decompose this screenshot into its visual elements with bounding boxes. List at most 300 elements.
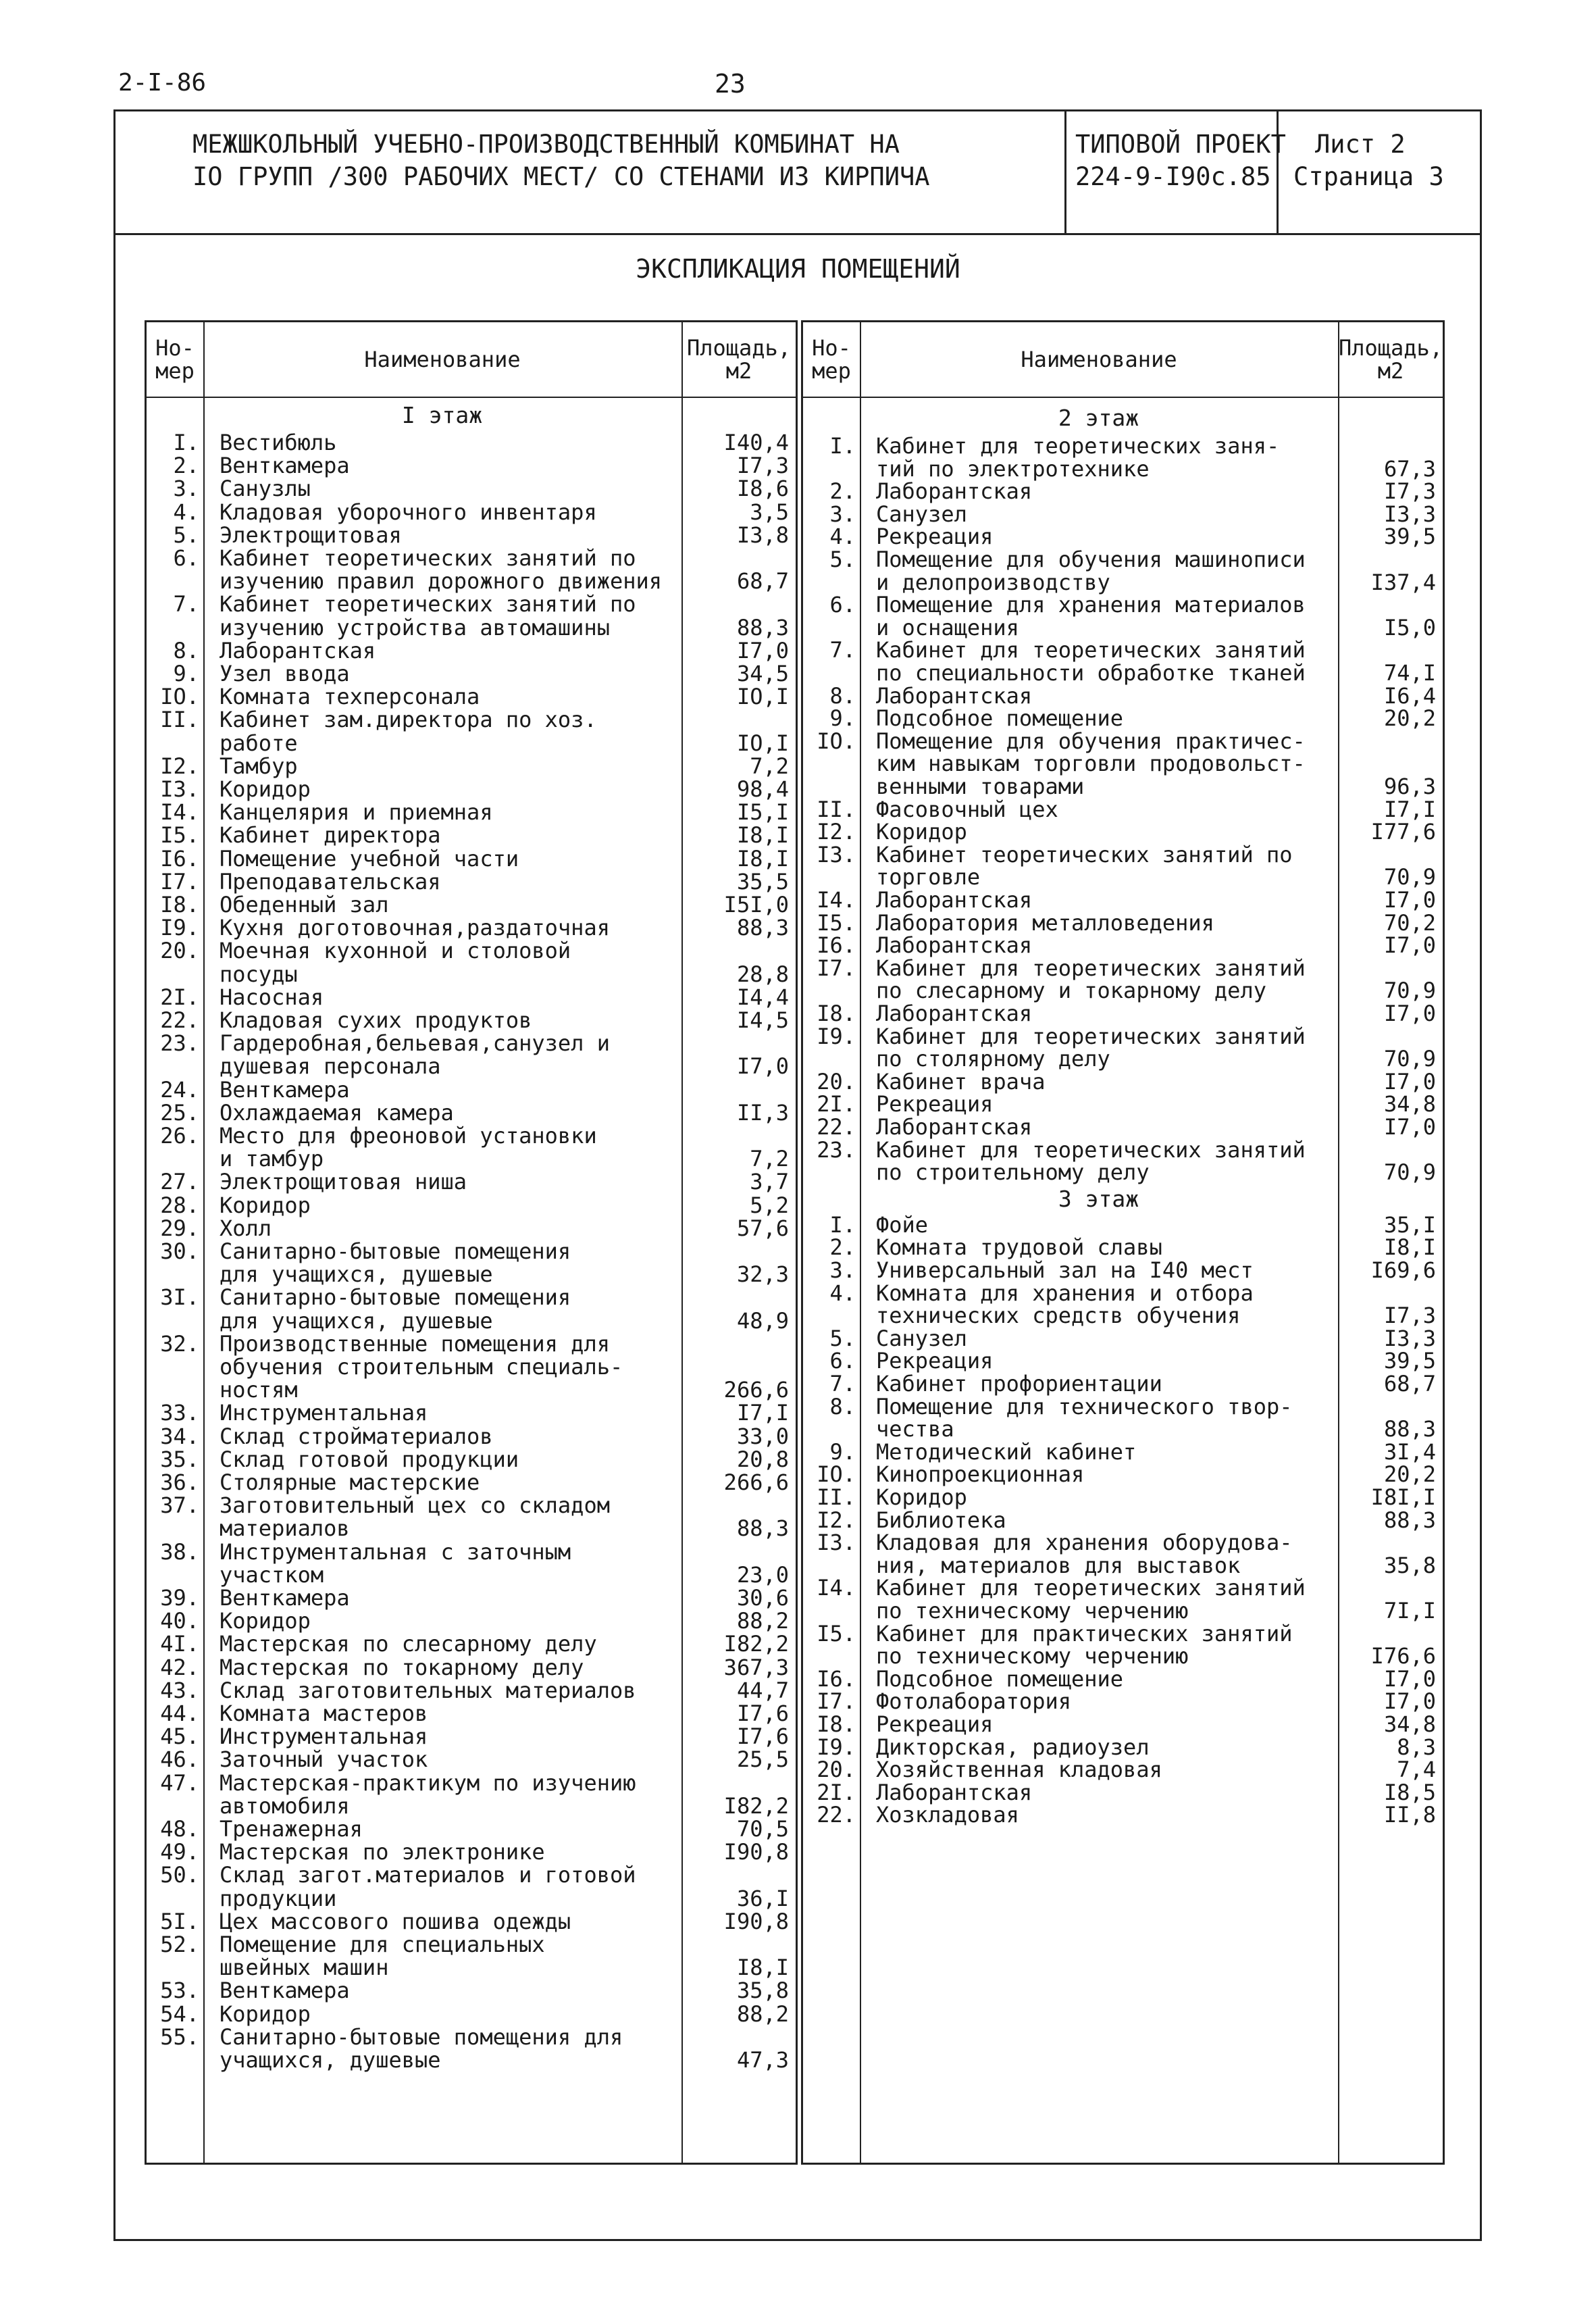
room-area: 47,3 bbox=[736, 2047, 789, 2073]
room-number: 3I. bbox=[160, 1284, 199, 1311]
room-number: 34. bbox=[160, 1423, 199, 1449]
table-row bbox=[803, 502, 1443, 526]
table-row bbox=[803, 434, 1443, 458]
room-name: Рекреация bbox=[876, 524, 994, 550]
table-row bbox=[147, 1771, 796, 1795]
room-number: IO. bbox=[817, 728, 856, 754]
table-row bbox=[803, 1735, 1443, 1759]
table-row bbox=[803, 1530, 1443, 1555]
room-name: Электрощитовая bbox=[220, 522, 402, 548]
room-number: 30. bbox=[160, 1238, 199, 1264]
table-row bbox=[803, 615, 1443, 640]
room-name: Универсальный зал на I40 мест bbox=[876, 1257, 1254, 1283]
room-number: 45. bbox=[160, 1724, 199, 1750]
table-row bbox=[803, 593, 1443, 617]
table-row bbox=[147, 1978, 796, 2003]
room-area: I3,8 bbox=[736, 522, 789, 548]
project-title-line1: МЕЖШКОЛЬНЫЙ УЧЕБНО-ПРОИЗВОДСТВЕННЫЙ КОМБИНАТ НА bbox=[192, 130, 900, 159]
table-row bbox=[803, 1024, 1443, 1049]
room-number: 49. bbox=[160, 1839, 199, 1865]
table-row bbox=[803, 1115, 1443, 1139]
floor-title-3: 3 этаж bbox=[1058, 1185, 1139, 1212]
room-name: Моечная кухонной и столовой bbox=[220, 938, 571, 964]
room-name: Венткамера bbox=[220, 1585, 350, 1611]
room-name: Охлаждаемая камера bbox=[220, 1099, 454, 1126]
room-name: ния, материалов для выставок bbox=[876, 1552, 1241, 1578]
room-name: Лаборантская bbox=[876, 1001, 1033, 1026]
room-area: I7,6 bbox=[736, 1701, 789, 1726]
room-area: IO,I bbox=[736, 730, 789, 756]
room-number: 25. bbox=[160, 1099, 199, 1126]
room-number: I3. bbox=[817, 841, 856, 867]
room-area: I7,0 bbox=[1383, 1001, 1436, 1026]
room-number: 38. bbox=[160, 1538, 199, 1565]
table-row bbox=[147, 1031, 796, 1055]
room-name: Комната мастеров bbox=[220, 1701, 428, 1726]
table-row bbox=[147, 476, 796, 501]
room-number: IO. bbox=[160, 684, 199, 710]
table-row bbox=[803, 1160, 1443, 1184]
table-row bbox=[147, 1424, 796, 1449]
table-row bbox=[803, 1326, 1443, 1351]
room-area: 68,7 bbox=[736, 568, 789, 595]
room-name: Коридор bbox=[876, 1484, 967, 1510]
room-area: 30,6 bbox=[736, 1585, 789, 1611]
room-name: продукции bbox=[220, 1885, 337, 1911]
table-row bbox=[147, 1239, 796, 1263]
table-row bbox=[147, 1817, 796, 1841]
rooms-table-left bbox=[145, 320, 798, 2165]
room-name: Заточный участок bbox=[220, 1746, 428, 1773]
room-area: I7,0 bbox=[1383, 887, 1436, 913]
room-number: 22. bbox=[817, 1802, 856, 1828]
room-number: 5. bbox=[829, 547, 856, 572]
room-name: Тренажерная bbox=[220, 1816, 363, 1842]
room-number: 2. bbox=[829, 478, 856, 505]
table-row bbox=[147, 1655, 796, 1680]
room-area: 88,3 bbox=[736, 915, 789, 941]
table-row bbox=[147, 870, 796, 894]
room-area: I7,6 bbox=[736, 1724, 789, 1750]
table-row bbox=[147, 1193, 796, 1217]
table-row bbox=[803, 570, 1443, 595]
floor-title-2: 2 этаж bbox=[1058, 405, 1139, 431]
room-number: 48. bbox=[160, 1816, 199, 1842]
room-name: Комната техперсонала bbox=[220, 684, 480, 710]
table-row bbox=[147, 2025, 796, 2049]
table-row bbox=[803, 547, 1443, 572]
table-row bbox=[803, 1576, 1443, 1600]
room-name: Подсобное помещение bbox=[876, 1665, 1124, 1692]
table-row bbox=[803, 729, 1443, 753]
floor-title-1: I этаж bbox=[401, 402, 483, 428]
table-row bbox=[803, 751, 1443, 776]
document-code: 2-I-86 bbox=[118, 69, 207, 97]
room-name: технических средств обучения bbox=[876, 1303, 1241, 1329]
room-name: Фойе bbox=[876, 1211, 929, 1238]
room-area: 32,3 bbox=[736, 1261, 789, 1288]
table-row bbox=[803, 1803, 1443, 1827]
room-number: 53. bbox=[160, 1978, 199, 2004]
room-name: по столярному делу bbox=[876, 1046, 1110, 1072]
room-name: Подсобное помещение bbox=[876, 705, 1124, 732]
table-row bbox=[147, 1008, 796, 1032]
room-area: I8I,I bbox=[1370, 1484, 1436, 1510]
table-row bbox=[803, 978, 1443, 1003]
table-row bbox=[147, 1955, 796, 1980]
room-number: 9. bbox=[829, 705, 856, 732]
header-separator bbox=[803, 397, 1443, 398]
room-number: 32. bbox=[160, 1330, 199, 1357]
room-number: I5. bbox=[817, 1620, 856, 1646]
room-area: I7,0 bbox=[736, 637, 789, 663]
room-name: торговле bbox=[876, 864, 981, 890]
room-name: Коридор bbox=[220, 1608, 311, 1634]
table-row bbox=[803, 1303, 1443, 1328]
table-row bbox=[147, 985, 796, 1009]
room-name: Кабинет для теоретических занятий bbox=[876, 1575, 1306, 1601]
room-area: 20,8 bbox=[736, 1446, 789, 1472]
room-name: Лаборантская bbox=[220, 637, 376, 663]
table-row bbox=[147, 1124, 796, 1148]
room-name: Цех массового пошива одежды bbox=[220, 1908, 571, 1934]
room-number: I9. bbox=[817, 1023, 856, 1049]
room-name: Хозяйственная кладовая bbox=[876, 1757, 1162, 1783]
room-name: Производственные помещения для bbox=[220, 1330, 610, 1357]
table-row bbox=[803, 1258, 1443, 1282]
table-row bbox=[803, 706, 1443, 730]
room-area: I7,0 bbox=[736, 1053, 789, 1080]
room-area: 28,8 bbox=[736, 961, 789, 987]
table-row bbox=[147, 1355, 796, 1379]
room-area: I7,3 bbox=[1383, 1303, 1436, 1329]
room-name: и оснащения bbox=[876, 614, 1019, 640]
room-name: Санузлы bbox=[220, 476, 311, 502]
table-row bbox=[147, 2048, 796, 2072]
table-row bbox=[147, 546, 796, 570]
table-row bbox=[147, 962, 796, 986]
room-number: I5. bbox=[160, 822, 199, 849]
header-number: Но- мер bbox=[812, 335, 851, 384]
room-area: I7,0 bbox=[1383, 1665, 1436, 1692]
room-number: I8. bbox=[817, 1711, 856, 1737]
room-name: материалов bbox=[220, 1515, 350, 1542]
room-area: I77,6 bbox=[1370, 819, 1436, 845]
room-name: Гардеробная,бельевая,санузел и bbox=[220, 1030, 610, 1057]
header-area: Площадь, м2 bbox=[686, 335, 792, 384]
room-area: 70,2 bbox=[1383, 909, 1436, 936]
room-number: I4. bbox=[817, 887, 856, 913]
room-number: I3. bbox=[160, 776, 199, 802]
room-area: 39,5 bbox=[1383, 524, 1436, 550]
room-name: тий по электротехнике bbox=[876, 455, 1150, 482]
table-row bbox=[147, 2002, 796, 2026]
room-name: Помещение для хранения материалов bbox=[876, 592, 1306, 618]
table-row bbox=[803, 1757, 1443, 1782]
room-name: Коридор bbox=[220, 1192, 311, 1218]
room-area: 88,3 bbox=[1383, 1507, 1436, 1533]
table-row bbox=[147, 1216, 796, 1240]
table-row bbox=[803, 684, 1443, 708]
room-area: 88,2 bbox=[736, 2001, 789, 2027]
room-name: Заготовительный цех со складом bbox=[220, 1492, 610, 1519]
table-row bbox=[147, 800, 796, 824]
room-area: 88,3 bbox=[736, 614, 789, 640]
room-number: I. bbox=[829, 1211, 856, 1238]
room-number: I7. bbox=[160, 868, 199, 895]
room-name: швейных машин bbox=[220, 1955, 389, 1981]
room-name: Лаборантская bbox=[876, 478, 1033, 505]
room-area: 44,7 bbox=[736, 1677, 789, 1703]
room-number: 55. bbox=[160, 2023, 199, 2050]
table-row bbox=[803, 1599, 1443, 1623]
table-row bbox=[803, 638, 1443, 662]
room-name: по специальности обработке тканей bbox=[876, 660, 1306, 686]
room-name: Мастерская по электронике bbox=[220, 1839, 545, 1865]
room-name: Канцелярия и приемная bbox=[220, 799, 493, 826]
table-row bbox=[147, 1262, 796, 1286]
room-number: 3. bbox=[829, 1257, 856, 1283]
room-number: 27. bbox=[160, 1169, 199, 1195]
room-name: работе bbox=[220, 730, 298, 756]
table-row bbox=[147, 430, 796, 455]
room-name: Инструментальная с заточным bbox=[220, 1538, 571, 1565]
table-row bbox=[803, 457, 1443, 481]
table-row bbox=[147, 754, 796, 778]
room-name: Помещение для обучения машинописи bbox=[876, 547, 1306, 572]
room-name: Санузел bbox=[876, 1325, 967, 1351]
room-area: I3,3 bbox=[1383, 501, 1436, 527]
room-number: 4. bbox=[829, 524, 856, 550]
room-name: Санитарно-бытовые помещения bbox=[220, 1284, 571, 1311]
room-number: I3. bbox=[817, 1530, 856, 1556]
room-number: 2I. bbox=[160, 984, 199, 1010]
room-name: Венткамера bbox=[220, 1978, 350, 2004]
room-area: 35,8 bbox=[736, 1978, 789, 2004]
page-label: Страница 3 bbox=[1293, 162, 1444, 191]
room-area: I37,4 bbox=[1370, 569, 1436, 595]
table-row bbox=[147, 1516, 796, 1540]
room-name: Кабинет для теоретических занятий bbox=[876, 955, 1306, 981]
table-row bbox=[147, 1378, 796, 1402]
room-area: I3,3 bbox=[1383, 1325, 1436, 1351]
room-name: Лаборантская bbox=[876, 887, 1033, 913]
room-number: I6. bbox=[817, 1665, 856, 1692]
table-row bbox=[147, 592, 796, 616]
room-number: 2I. bbox=[817, 1091, 856, 1117]
project-type-label: ТИПОВОЙ ПРОЕКТ bbox=[1075, 130, 1286, 159]
room-name: Венткамера bbox=[220, 1076, 350, 1103]
room-name: Склад стройматериалов bbox=[220, 1423, 493, 1449]
header-name: Наименование bbox=[1021, 347, 1177, 372]
rooms-table-right bbox=[801, 320, 1445, 2165]
header-number: Но- мер bbox=[155, 335, 195, 384]
room-name: Кабинет для теоретических заня- bbox=[876, 433, 1280, 459]
room-number: 42. bbox=[160, 1654, 199, 1680]
room-area: 20,2 bbox=[1383, 705, 1436, 732]
room-area: I6,4 bbox=[1383, 682, 1436, 709]
room-area: I4,4 bbox=[736, 984, 789, 1010]
room-area: 367,3 bbox=[723, 1654, 789, 1680]
room-area: I8,I bbox=[736, 822, 789, 849]
table-row bbox=[147, 1078, 796, 1102]
room-number: 47. bbox=[160, 1769, 199, 1796]
room-number: 9. bbox=[173, 661, 199, 686]
project-code: 224-9-I90с.85 bbox=[1075, 162, 1271, 191]
room-area: I7,3 bbox=[736, 453, 789, 479]
room-area: 8,3 bbox=[1397, 1734, 1436, 1760]
room-number: 26. bbox=[160, 1123, 199, 1149]
room-name: Кабинет для практических занятий bbox=[876, 1620, 1293, 1646]
room-number: II. bbox=[160, 707, 199, 733]
room-name: Вестибюль bbox=[220, 430, 337, 455]
table-row bbox=[803, 1689, 1443, 1713]
room-name: участком bbox=[220, 1561, 324, 1588]
table-row bbox=[803, 1235, 1443, 1259]
room-area: 70,9 bbox=[1383, 978, 1436, 1004]
room-name: Рекреация bbox=[876, 1091, 994, 1117]
room-name: Дикторская, радиоузел bbox=[876, 1734, 1150, 1760]
room-name: по техническому черчению bbox=[876, 1598, 1189, 1624]
room-name: Склад заготовительных материалов bbox=[220, 1677, 636, 1703]
room-area: I82,2 bbox=[723, 1792, 789, 1819]
room-area: I40,4 bbox=[723, 430, 789, 455]
room-number: 5I. bbox=[160, 1908, 199, 1934]
room-area: I8,I bbox=[736, 1955, 789, 1981]
room-number: 7. bbox=[829, 637, 856, 663]
table-row bbox=[147, 661, 796, 686]
table-row bbox=[803, 842, 1443, 867]
room-number: I8. bbox=[160, 892, 199, 917]
room-name: душевая персонала bbox=[220, 1053, 441, 1080]
room-name: Коридор bbox=[220, 776, 311, 802]
room-name: Комната трудовой славы bbox=[876, 1234, 1162, 1261]
room-number: 2. bbox=[173, 453, 199, 479]
room-number: 6. bbox=[829, 1348, 856, 1374]
table-row bbox=[147, 1470, 796, 1494]
room-name: Мастерская по слесарному делу bbox=[220, 1631, 597, 1657]
table-row bbox=[147, 638, 796, 663]
room-area: 5,2 bbox=[750, 1192, 789, 1218]
room-area: 7I,I bbox=[1383, 1598, 1436, 1624]
room-area: I90,8 bbox=[723, 1839, 789, 1865]
room-number: I. bbox=[829, 433, 856, 459]
table-row bbox=[147, 684, 796, 709]
room-area: 7,2 bbox=[750, 1146, 789, 1172]
room-number: 36. bbox=[160, 1469, 199, 1495]
room-name: Лаборатория металловедения bbox=[876, 909, 1214, 936]
room-area: I5I,0 bbox=[723, 892, 789, 917]
room-number: II. bbox=[817, 1484, 856, 1510]
room-name: Фотолаборатория bbox=[876, 1688, 1071, 1715]
room-name: Кабинет для теоретических занятий bbox=[876, 1023, 1306, 1049]
table-row bbox=[147, 1909, 796, 1934]
room-area: I69,6 bbox=[1370, 1257, 1436, 1283]
room-area: 266,6 bbox=[723, 1469, 789, 1495]
explication-title: ЭКСПЛИКАЦИЯ ПОМЕЩЕНИЙ bbox=[636, 254, 960, 284]
room-area: I7,I bbox=[736, 1400, 789, 1426]
room-name: Мастерская по токарному делу bbox=[220, 1654, 584, 1680]
room-number: I5. bbox=[817, 909, 856, 936]
table-row bbox=[147, 1147, 796, 1171]
room-number: I9. bbox=[160, 915, 199, 941]
room-number: 54. bbox=[160, 2001, 199, 2027]
room-area: I4,5 bbox=[736, 1007, 789, 1033]
title-block-vsep-1 bbox=[1064, 109, 1066, 234]
room-name: учащихся, душевые bbox=[220, 2047, 441, 2073]
room-name: Место для фреоновой установки bbox=[220, 1123, 597, 1149]
header-name: Наименование bbox=[364, 347, 521, 372]
page-number: 23 bbox=[715, 69, 746, 99]
room-number: 4. bbox=[829, 1280, 856, 1306]
table-row bbox=[803, 1372, 1443, 1396]
table-row bbox=[803, 888, 1443, 912]
table-row bbox=[147, 1794, 796, 1818]
room-number: 35. bbox=[160, 1446, 199, 1472]
room-name: Кухня доготовочная,раздаточная bbox=[220, 915, 610, 941]
room-number: 20. bbox=[817, 1068, 856, 1095]
table-row bbox=[147, 1101, 796, 1125]
room-area: 68,7 bbox=[1383, 1371, 1436, 1397]
table-row bbox=[803, 1462, 1443, 1486]
room-area: I7,0 bbox=[1383, 932, 1436, 959]
room-number: 44. bbox=[160, 1701, 199, 1726]
room-area: I5,I bbox=[736, 799, 789, 826]
table-row bbox=[803, 1485, 1443, 1509]
table-row bbox=[147, 1054, 796, 1078]
room-name: Кабинет врача bbox=[876, 1068, 1046, 1095]
room-number: 8. bbox=[829, 1393, 856, 1419]
room-name: Преподавательская bbox=[220, 868, 441, 895]
room-name: ностям bbox=[220, 1377, 298, 1403]
room-area: I7,I bbox=[1383, 796, 1436, 822]
room-area: 96,3 bbox=[1383, 774, 1436, 799]
room-number: 6. bbox=[173, 545, 199, 571]
table-row bbox=[147, 1632, 796, 1656]
room-number: 37. bbox=[160, 1492, 199, 1519]
table-row bbox=[147, 1863, 796, 1887]
table-row bbox=[147, 892, 796, 917]
table-row bbox=[803, 524, 1443, 549]
room-name: Кабинет профориентации bbox=[876, 1371, 1162, 1397]
room-number: 43. bbox=[160, 1677, 199, 1703]
title-block-vsep-2 bbox=[1277, 109, 1279, 234]
room-name: Насосная bbox=[220, 984, 324, 1010]
room-number: IO. bbox=[817, 1461, 856, 1488]
room-name: Кабинет теоретических занятий по bbox=[220, 591, 636, 618]
room-name: Санузел bbox=[876, 501, 967, 527]
room-name: Мастерская-практикум по изучению bbox=[220, 1769, 636, 1796]
room-number: 7. bbox=[173, 591, 199, 618]
table-row bbox=[803, 911, 1443, 935]
room-number: 2I. bbox=[817, 1779, 856, 1805]
table-row bbox=[803, 797, 1443, 822]
room-name: Кабинет для теоретических занятий bbox=[876, 637, 1306, 663]
table-row bbox=[803, 1440, 1443, 1464]
table-row bbox=[803, 1213, 1443, 1237]
room-number: 7. bbox=[829, 1371, 856, 1397]
room-name: чества bbox=[876, 1416, 954, 1442]
room-area: 74,I bbox=[1383, 660, 1436, 686]
room-area: 70,9 bbox=[1383, 1159, 1436, 1186]
room-number: II. bbox=[817, 796, 856, 822]
room-name: Кладовая сухих продуктов bbox=[220, 1007, 532, 1033]
table-row bbox=[147, 731, 796, 755]
room-number: I4. bbox=[817, 1575, 856, 1601]
room-name: ким навыкам торговли продовольст- bbox=[876, 751, 1306, 777]
room-name: Кабинет для теоретических занятий bbox=[876, 1136, 1306, 1163]
room-area: 88,2 bbox=[736, 1608, 789, 1634]
